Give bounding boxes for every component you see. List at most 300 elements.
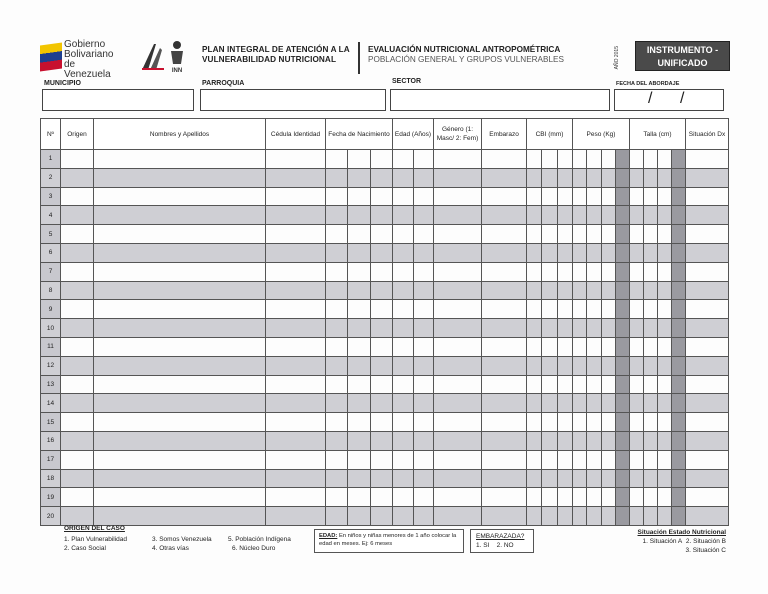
table-cell[interactable] <box>482 262 527 281</box>
digit-cell[interactable] <box>326 488 348 506</box>
digit-cell[interactable] <box>587 338 601 356</box>
digit-cell[interactable] <box>630 244 644 262</box>
digit-cell[interactable] <box>414 282 434 300</box>
table-cell[interactable] <box>573 225 630 244</box>
table-cell[interactable] <box>266 319 326 338</box>
table-cell[interactable] <box>266 431 326 450</box>
digit-cell[interactable] <box>527 263 542 281</box>
table-cell[interactable] <box>61 206 94 225</box>
digit-cell[interactable] <box>542 225 557 243</box>
digit-cell[interactable] <box>630 282 644 300</box>
table-cell[interactable] <box>61 413 94 432</box>
table-cell[interactable] <box>393 187 434 206</box>
digit-cell[interactable] <box>630 319 644 337</box>
table-cell[interactable] <box>326 262 393 281</box>
digit-cell[interactable] <box>587 470 601 488</box>
digit-cell[interactable] <box>644 150 658 168</box>
table-cell[interactable] <box>527 469 573 488</box>
table-cell[interactable] <box>94 187 266 206</box>
digit-cell[interactable] <box>644 282 658 300</box>
digit-cell[interactable] <box>326 169 348 187</box>
digit-cell[interactable] <box>527 376 542 394</box>
digit-cell[interactable] <box>573 413 587 431</box>
table-cell[interactable] <box>94 168 266 187</box>
digit-cell[interactable] <box>558 507 572 525</box>
table-cell[interactable] <box>527 206 573 225</box>
table-cell[interactable] <box>573 281 630 300</box>
digit-cell[interactable] <box>414 338 434 356</box>
digit-cell[interactable] <box>602 470 616 488</box>
table-cell[interactable] <box>434 375 482 394</box>
digit-cell[interactable] <box>558 338 572 356</box>
digit-cell[interactable] <box>326 413 348 431</box>
digit-cell[interactable] <box>602 413 616 431</box>
digit-cell[interactable] <box>348 244 370 262</box>
digit-cell[interactable] <box>371 357 392 375</box>
digit-cell[interactable] <box>558 150 572 168</box>
digit-cell[interactable] <box>602 244 616 262</box>
table-cell[interactable] <box>94 225 266 244</box>
digit-cell[interactable] <box>672 376 685 394</box>
digit-cell[interactable] <box>658 150 672 168</box>
table-cell[interactable] <box>94 262 266 281</box>
table-cell[interactable] <box>266 507 326 526</box>
table-cell[interactable] <box>573 262 630 281</box>
table-cell[interactable] <box>573 375 630 394</box>
table-cell[interactable] <box>527 507 573 526</box>
table-cell[interactable] <box>686 206 729 225</box>
digit-cell[interactable] <box>371 413 392 431</box>
table-cell[interactable] <box>573 187 630 206</box>
table-cell[interactable] <box>326 168 393 187</box>
digit-cell[interactable] <box>542 169 557 187</box>
digit-cell[interactable] <box>414 225 434 243</box>
table-cell[interactable] <box>630 507 686 526</box>
digit-cell[interactable] <box>672 357 685 375</box>
table-cell[interactable] <box>393 337 434 356</box>
table-cell[interactable] <box>527 243 573 262</box>
digit-cell[interactable] <box>393 470 414 488</box>
table-cell[interactable] <box>326 206 393 225</box>
digit-cell[interactable] <box>630 206 644 224</box>
table-cell[interactable] <box>527 431 573 450</box>
digit-cell[interactable] <box>326 451 348 469</box>
table-cell[interactable] <box>61 300 94 319</box>
table-cell[interactable] <box>434 319 482 338</box>
table-cell[interactable] <box>434 507 482 526</box>
digit-cell[interactable] <box>371 225 392 243</box>
digit-cell[interactable] <box>542 300 557 318</box>
table-cell[interactable] <box>94 356 266 375</box>
table-cell[interactable] <box>527 319 573 338</box>
digit-cell[interactable] <box>558 188 572 206</box>
digit-cell[interactable] <box>542 394 557 412</box>
digit-cell[interactable] <box>348 470 370 488</box>
table-cell[interactable] <box>482 507 527 526</box>
digit-cell[interactable] <box>672 470 685 488</box>
digit-cell[interactable] <box>630 300 644 318</box>
table-cell[interactable] <box>266 150 326 169</box>
table-cell[interactable] <box>527 337 573 356</box>
digit-cell[interactable] <box>630 413 644 431</box>
table-cell[interactable] <box>630 413 686 432</box>
digit-cell[interactable] <box>542 263 557 281</box>
digit-cell[interactable] <box>393 357 414 375</box>
digit-cell[interactable] <box>542 188 557 206</box>
table-cell[interactable] <box>630 150 686 169</box>
digit-cell[interactable] <box>393 225 414 243</box>
table-cell[interactable] <box>61 243 94 262</box>
table-cell[interactable] <box>393 150 434 169</box>
digit-cell[interactable] <box>602 432 616 450</box>
table-cell[interactable] <box>686 187 729 206</box>
digit-cell[interactable] <box>644 263 658 281</box>
table-cell[interactable] <box>573 507 630 526</box>
table-cell[interactable] <box>326 150 393 169</box>
digit-cell[interactable] <box>587 206 601 224</box>
digit-cell[interactable] <box>644 225 658 243</box>
digit-cell[interactable] <box>573 470 587 488</box>
table-cell[interactable] <box>686 488 729 507</box>
digit-cell[interactable] <box>371 244 392 262</box>
table-cell[interactable] <box>393 413 434 432</box>
digit-cell[interactable] <box>573 338 587 356</box>
table-cell[interactable] <box>482 150 527 169</box>
digit-cell[interactable] <box>542 150 557 168</box>
digit-cell[interactable] <box>630 394 644 412</box>
digit-cell[interactable] <box>573 507 587 525</box>
table-cell[interactable] <box>527 225 573 244</box>
table-cell[interactable] <box>94 394 266 413</box>
digit-cell[interactable] <box>644 244 658 262</box>
table-cell[interactable] <box>434 450 482 469</box>
table-cell[interactable] <box>482 413 527 432</box>
digit-cell[interactable] <box>616 357 629 375</box>
digit-cell[interactable] <box>672 169 685 187</box>
digit-cell[interactable] <box>542 282 557 300</box>
digit-cell[interactable] <box>348 376 370 394</box>
digit-cell[interactable] <box>527 470 542 488</box>
digit-cell[interactable] <box>326 300 348 318</box>
digit-cell[interactable] <box>573 300 587 318</box>
digit-cell[interactable] <box>326 338 348 356</box>
table-cell[interactable] <box>61 281 94 300</box>
digit-cell[interactable] <box>644 470 658 488</box>
table-cell[interactable] <box>630 375 686 394</box>
digit-cell[interactable] <box>658 451 672 469</box>
table-cell[interactable] <box>326 337 393 356</box>
table-cell[interactable] <box>94 337 266 356</box>
table-cell[interactable] <box>266 469 326 488</box>
digit-cell[interactable] <box>326 507 348 525</box>
digit-cell[interactable] <box>558 282 572 300</box>
digit-cell[interactable] <box>644 206 658 224</box>
digit-cell[interactable] <box>573 394 587 412</box>
table-cell[interactable] <box>686 262 729 281</box>
digit-cell[interactable] <box>393 451 414 469</box>
digit-cell[interactable] <box>658 338 672 356</box>
digit-cell[interactable] <box>616 263 629 281</box>
digit-cell[interactable] <box>558 319 572 337</box>
table-cell[interactable] <box>61 469 94 488</box>
table-cell[interactable] <box>61 319 94 338</box>
table-cell[interactable] <box>94 281 266 300</box>
digit-cell[interactable] <box>602 376 616 394</box>
digit-cell[interactable] <box>558 169 572 187</box>
digit-cell[interactable] <box>630 507 644 525</box>
digit-cell[interactable] <box>414 357 434 375</box>
table-cell[interactable] <box>630 187 686 206</box>
table-cell[interactable] <box>434 337 482 356</box>
table-cell[interactable] <box>393 394 434 413</box>
table-cell[interactable] <box>686 281 729 300</box>
digit-cell[interactable] <box>371 188 392 206</box>
digit-cell[interactable] <box>414 507 434 525</box>
table-cell[interactable] <box>482 225 527 244</box>
digit-cell[interactable] <box>371 169 392 187</box>
table-cell[interactable] <box>434 150 482 169</box>
table-cell[interactable] <box>527 300 573 319</box>
digit-cell[interactable] <box>658 188 672 206</box>
table-cell[interactable] <box>266 375 326 394</box>
table-cell[interactable] <box>61 337 94 356</box>
table-cell[interactable] <box>434 206 482 225</box>
digit-cell[interactable] <box>558 394 572 412</box>
digit-cell[interactable] <box>672 225 685 243</box>
table-cell[interactable] <box>573 450 630 469</box>
table-cell[interactable] <box>266 450 326 469</box>
table-cell[interactable] <box>61 168 94 187</box>
digit-cell[interactable] <box>616 432 629 450</box>
table-cell[interactable] <box>434 469 482 488</box>
digit-cell[interactable] <box>393 169 414 187</box>
table-cell[interactable] <box>266 206 326 225</box>
table-cell[interactable] <box>326 469 393 488</box>
table-cell[interactable] <box>482 469 527 488</box>
digit-cell[interactable] <box>658 282 672 300</box>
table-cell[interactable] <box>61 375 94 394</box>
digit-cell[interactable] <box>616 470 629 488</box>
digit-cell[interactable] <box>527 225 542 243</box>
table-cell[interactable] <box>573 319 630 338</box>
digit-cell[interactable] <box>542 432 557 450</box>
table-cell[interactable] <box>573 431 630 450</box>
digit-cell[interactable] <box>558 451 572 469</box>
table-cell[interactable] <box>266 168 326 187</box>
digit-cell[interactable] <box>587 244 601 262</box>
fecha-field[interactable] <box>614 89 724 111</box>
table-cell[interactable] <box>482 206 527 225</box>
digit-cell[interactable] <box>658 413 672 431</box>
table-cell[interactable] <box>686 507 729 526</box>
table-cell[interactable] <box>686 150 729 169</box>
digit-cell[interactable] <box>414 319 434 337</box>
digit-cell[interactable] <box>672 188 685 206</box>
digit-cell[interactable] <box>527 394 542 412</box>
table-cell[interactable] <box>482 300 527 319</box>
digit-cell[interactable] <box>326 394 348 412</box>
digit-cell[interactable] <box>558 488 572 506</box>
table-cell[interactable] <box>393 262 434 281</box>
digit-cell[interactable] <box>644 300 658 318</box>
digit-cell[interactable] <box>672 432 685 450</box>
table-cell[interactable] <box>94 243 266 262</box>
table-cell[interactable] <box>482 431 527 450</box>
table-cell[interactable] <box>326 225 393 244</box>
digit-cell[interactable] <box>414 394 434 412</box>
table-cell[interactable] <box>527 168 573 187</box>
table-cell[interactable] <box>573 394 630 413</box>
digit-cell[interactable] <box>542 413 557 431</box>
digit-cell[interactable] <box>587 225 601 243</box>
table-cell[interactable] <box>94 431 266 450</box>
table-cell[interactable] <box>61 431 94 450</box>
digit-cell[interactable] <box>658 357 672 375</box>
digit-cell[interactable] <box>414 206 434 224</box>
digit-cell[interactable] <box>348 319 370 337</box>
digit-cell[interactable] <box>644 319 658 337</box>
digit-cell[interactable] <box>414 169 434 187</box>
digit-cell[interactable] <box>542 488 557 506</box>
digit-cell[interactable] <box>672 206 685 224</box>
table-cell[interactable] <box>527 413 573 432</box>
table-cell[interactable] <box>393 375 434 394</box>
table-cell[interactable] <box>527 375 573 394</box>
digit-cell[interactable] <box>587 451 601 469</box>
digit-cell[interactable] <box>658 244 672 262</box>
table-cell[interactable] <box>686 225 729 244</box>
table-cell[interactable] <box>266 394 326 413</box>
digit-cell[interactable] <box>542 507 557 525</box>
table-cell[interactable] <box>630 243 686 262</box>
digit-cell[interactable] <box>527 507 542 525</box>
digit-cell[interactable] <box>573 282 587 300</box>
digit-cell[interactable] <box>371 432 392 450</box>
digit-cell[interactable] <box>602 169 616 187</box>
digit-cell[interactable] <box>326 188 348 206</box>
digit-cell[interactable] <box>326 282 348 300</box>
table-cell[interactable] <box>434 488 482 507</box>
digit-cell[interactable] <box>527 188 542 206</box>
table-cell[interactable] <box>686 168 729 187</box>
digit-cell[interactable] <box>348 338 370 356</box>
digit-cell[interactable] <box>630 470 644 488</box>
digit-cell[interactable] <box>393 432 414 450</box>
digit-cell[interactable] <box>616 451 629 469</box>
table-cell[interactable] <box>326 375 393 394</box>
table-cell[interactable] <box>527 394 573 413</box>
digit-cell[interactable] <box>672 394 685 412</box>
table-cell[interactable] <box>434 187 482 206</box>
table-cell[interactable] <box>61 450 94 469</box>
table-cell[interactable] <box>326 488 393 507</box>
digit-cell[interactable] <box>616 300 629 318</box>
digit-cell[interactable] <box>630 357 644 375</box>
table-cell[interactable] <box>686 431 729 450</box>
digit-cell[interactable] <box>414 244 434 262</box>
table-cell[interactable] <box>686 450 729 469</box>
digit-cell[interactable] <box>371 376 392 394</box>
digit-cell[interactable] <box>558 244 572 262</box>
digit-cell[interactable] <box>542 376 557 394</box>
digit-cell[interactable] <box>542 319 557 337</box>
table-cell[interactable] <box>630 225 686 244</box>
digit-cell[interactable] <box>672 488 685 506</box>
digit-cell[interactable] <box>587 150 601 168</box>
table-cell[interactable] <box>326 319 393 338</box>
table-cell[interactable] <box>393 356 434 375</box>
digit-cell[interactable] <box>658 470 672 488</box>
digit-cell[interactable] <box>573 263 587 281</box>
table-cell[interactable] <box>630 431 686 450</box>
digit-cell[interactable] <box>573 244 587 262</box>
digit-cell[interactable] <box>644 432 658 450</box>
table-cell[interactable] <box>61 150 94 169</box>
digit-cell[interactable] <box>630 169 644 187</box>
digit-cell[interactable] <box>644 357 658 375</box>
table-cell[interactable] <box>482 488 527 507</box>
digit-cell[interactable] <box>414 470 434 488</box>
digit-cell[interactable] <box>587 488 601 506</box>
digit-cell[interactable] <box>616 319 629 337</box>
table-cell[interactable] <box>393 450 434 469</box>
digit-cell[interactable] <box>371 338 392 356</box>
digit-cell[interactable] <box>616 150 629 168</box>
digit-cell[interactable] <box>414 488 434 506</box>
digit-cell[interactable] <box>616 394 629 412</box>
table-cell[interactable] <box>573 168 630 187</box>
digit-cell[interactable] <box>527 451 542 469</box>
table-cell[interactable] <box>61 356 94 375</box>
digit-cell[interactable] <box>371 319 392 337</box>
digit-cell[interactable] <box>371 206 392 224</box>
digit-cell[interactable] <box>542 206 557 224</box>
digit-cell[interactable] <box>393 244 414 262</box>
table-cell[interactable] <box>266 225 326 244</box>
digit-cell[interactable] <box>616 188 629 206</box>
table-cell[interactable] <box>482 394 527 413</box>
digit-cell[interactable] <box>371 488 392 506</box>
table-cell[interactable] <box>326 394 393 413</box>
digit-cell[interactable] <box>393 507 414 525</box>
digit-cell[interactable] <box>348 150 370 168</box>
digit-cell[interactable] <box>644 376 658 394</box>
table-cell[interactable] <box>527 281 573 300</box>
table-cell[interactable] <box>630 337 686 356</box>
digit-cell[interactable] <box>348 451 370 469</box>
digit-cell[interactable] <box>393 338 414 356</box>
table-cell[interactable] <box>573 356 630 375</box>
digit-cell[interactable] <box>414 300 434 318</box>
table-cell[interactable] <box>94 319 266 338</box>
digit-cell[interactable] <box>527 357 542 375</box>
digit-cell[interactable] <box>587 376 601 394</box>
table-cell[interactable] <box>686 356 729 375</box>
digit-cell[interactable] <box>348 507 370 525</box>
municipio-field[interactable] <box>42 89 194 111</box>
table-cell[interactable] <box>393 281 434 300</box>
table-cell[interactable] <box>630 206 686 225</box>
digit-cell[interactable] <box>658 169 672 187</box>
table-cell[interactable] <box>393 243 434 262</box>
digit-cell[interactable] <box>573 319 587 337</box>
digit-cell[interactable] <box>527 244 542 262</box>
digit-cell[interactable] <box>630 188 644 206</box>
table-cell[interactable] <box>482 243 527 262</box>
digit-cell[interactable] <box>644 338 658 356</box>
digit-cell[interactable] <box>558 376 572 394</box>
digit-cell[interactable] <box>672 319 685 337</box>
